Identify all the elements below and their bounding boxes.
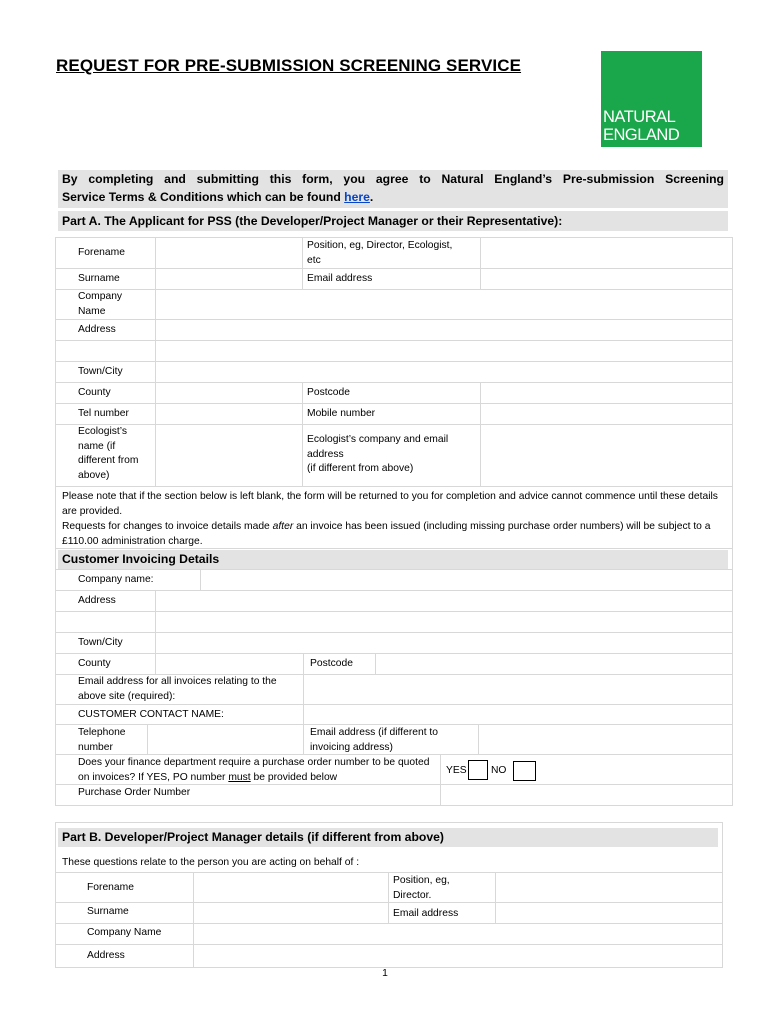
inv-address-field[interactable] bbox=[156, 591, 731, 631]
contact-name-field[interactable] bbox=[304, 705, 731, 723]
county-field[interactable] bbox=[156, 383, 301, 402]
note-line-2: Requests for changes to invoice details made bbox=[62, 521, 273, 532]
inv-address-label: Address bbox=[78, 595, 116, 606]
natural-england-logo bbox=[601, 51, 702, 147]
tel-field[interactable] bbox=[156, 404, 301, 423]
inv-email-all-label: Email address for all invoices relating to the above site (required): bbox=[78, 676, 277, 702]
b-forename-label: Forename bbox=[87, 882, 134, 893]
po-question-text: Does your finance department require a purchase order number to be quoted on invoices? If YES, PO number bbox=[78, 757, 430, 783]
email-field[interactable] bbox=[481, 269, 731, 288]
inv-telephone-label: Telephone number bbox=[78, 727, 126, 753]
forename-label: Forename bbox=[78, 247, 125, 258]
page-number: 1 bbox=[382, 968, 388, 979]
part-a-heading: Part A. The Applicant for PSS (the Developer/Project Manager or their Representative): bbox=[58, 211, 728, 231]
b-company-label: Company Name bbox=[87, 927, 162, 938]
mobile-label: Mobile number bbox=[307, 408, 376, 419]
inv-company-label: Company name: bbox=[78, 574, 154, 585]
no-label: NO bbox=[491, 765, 507, 776]
town-field[interactable] bbox=[156, 362, 731, 381]
position-field[interactable] bbox=[481, 239, 731, 267]
b-surname-field[interactable] bbox=[194, 903, 387, 922]
part-b-intro: These questions relate to the person you are acting on behalf of : bbox=[62, 857, 360, 868]
forename-field[interactable] bbox=[156, 239, 301, 267]
ecologist-name-label: Ecologist’s name (if different from above) bbox=[78, 426, 139, 481]
inv-telephone-field[interactable] bbox=[148, 725, 302, 753]
yes-label: YES bbox=[446, 765, 467, 776]
inv-postcode-label: Postcode bbox=[310, 658, 353, 669]
surname-field[interactable] bbox=[156, 269, 301, 288]
note-after-word: after bbox=[272, 521, 294, 532]
no-checkbox[interactable] bbox=[513, 761, 536, 781]
terms-link[interactable]: here bbox=[344, 190, 370, 204]
email-label: Email address bbox=[307, 273, 373, 284]
agreement-statement bbox=[58, 170, 728, 208]
inv-town-field[interactable] bbox=[156, 633, 731, 652]
po-question-must: must bbox=[228, 771, 251, 783]
agreement-end: . bbox=[369, 190, 374, 204]
inv-email-diff-label: Email address (if different to invoicing address) bbox=[310, 727, 439, 753]
ecologist-company-note: (if different from above) bbox=[307, 463, 414, 474]
ecologist-name-field[interactable] bbox=[156, 425, 301, 485]
company-name-label: Company Name bbox=[78, 291, 123, 317]
page-title: REQUEST FOR PRE-SUBMISSION SCREENING SERVICE bbox=[56, 56, 522, 75]
position-label: Position, eg, Director, Ecologist, etc bbox=[307, 240, 453, 266]
surname-label: Surname bbox=[78, 273, 120, 284]
agreement-line-2: Service Terms & Conditions which can be found bbox=[62, 190, 345, 204]
po-question-end: be provided below bbox=[250, 771, 338, 783]
ecologist-company-label bbox=[307, 433, 477, 477]
b-position-field[interactable] bbox=[496, 873, 721, 901]
ecologist-company-text: Ecologist’s company and email address bbox=[307, 434, 449, 460]
b-address-field[interactable] bbox=[194, 945, 721, 966]
po-number-field[interactable] bbox=[441, 785, 731, 805]
logo-line-2: ENGLAND bbox=[603, 126, 680, 144]
b-forename-field[interactable] bbox=[194, 873, 387, 901]
postcode-field[interactable] bbox=[481, 383, 731, 402]
po-number-label: Purchase Order Number bbox=[78, 787, 191, 798]
inv-town-label: Town/City bbox=[78, 637, 123, 648]
address-label: Address bbox=[78, 324, 116, 335]
b-address-label: Address bbox=[87, 950, 125, 961]
mobile-field[interactable] bbox=[481, 404, 731, 423]
yes-checkbox[interactable] bbox=[468, 760, 488, 780]
note-line-1: Please note that if the section below is left blank, the form will be returned to you for completion and advice cannot commence until these details are provided. bbox=[62, 491, 718, 517]
b-company-field[interactable] bbox=[194, 924, 721, 943]
b-surname-label: Surname bbox=[87, 906, 129, 917]
postcode-label: Postcode bbox=[307, 387, 350, 398]
part-b-heading: Part B. Developer/Project Manager details (if different from above) bbox=[58, 828, 718, 847]
inv-email-all-field[interactable] bbox=[304, 675, 731, 703]
ecologist-company-field[interactable] bbox=[481, 425, 731, 485]
company-name-field[interactable] bbox=[156, 290, 731, 318]
address-field[interactable] bbox=[156, 320, 731, 360]
invoice-note bbox=[62, 489, 730, 549]
contact-name-label: CUSTOMER CONTACT NAME: bbox=[78, 709, 224, 720]
inv-county-label: County bbox=[78, 658, 111, 669]
tel-label: Tel number bbox=[78, 408, 129, 419]
invoicing-heading: Customer Invoicing Details bbox=[58, 550, 728, 569]
po-question bbox=[78, 756, 438, 785]
county-label: County bbox=[78, 387, 111, 398]
agreement-line-1: By completing and submitting this form, you agree to Natural England’s Pre-submission Screening bbox=[62, 172, 724, 186]
town-label: Town/City bbox=[78, 366, 123, 377]
note-line-2-end: an invoice has been issued (including missing purchase order numbers) will be subject to a £110.00 administration charge. bbox=[62, 521, 711, 547]
inv-company-field[interactable] bbox=[201, 570, 731, 589]
b-position-label: Position, eg, Director. bbox=[393, 875, 450, 901]
inv-email-diff-field[interactable] bbox=[479, 725, 731, 753]
inv-county-field[interactable] bbox=[156, 654, 302, 673]
b-email-field[interactable] bbox=[496, 903, 721, 922]
logo-line-1: NATURAL bbox=[603, 108, 676, 126]
inv-postcode-field[interactable] bbox=[376, 654, 731, 673]
b-email-label: Email address bbox=[393, 908, 459, 919]
